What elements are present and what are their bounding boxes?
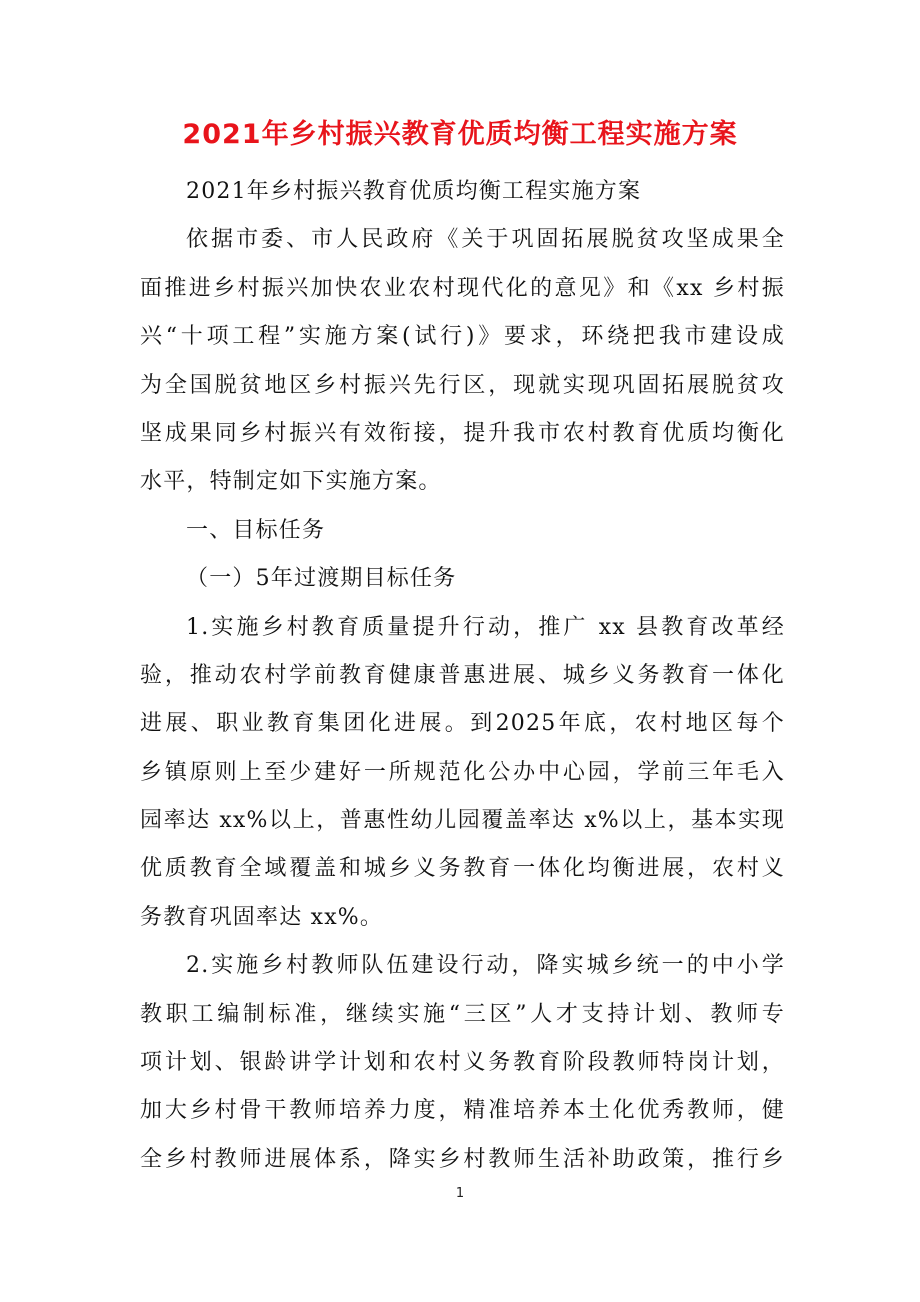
paragraph-line: 兴“十项工程”实施方案(试行)》要求，环绕把我市建设成 <box>140 324 785 350</box>
document-body <box>140 168 785 1184</box>
paragraph-line: 1.实施乡村教育质量提升行动，推广 xx 县教育改革经 <box>186 614 785 640</box>
subsection-heading: （一）5年过渡期目标任务 <box>186 566 457 592</box>
section-heading: 一、目标任务 <box>186 517 326 543</box>
paragraph-line: 2.实施乡村教师队伍建设行动，降实城乡统一的中小学 <box>186 953 785 979</box>
paragraph-line: 全乡村教师进展体系，降实乡村教师生活补助政策，推行乡 <box>140 1146 785 1172</box>
paragraph-line: 乡镇原则上至少建好一所规范化公办中心园，学前三年毛入 <box>140 759 785 785</box>
document-title: 2021年乡村振兴教育优质均衡工程实施方案 <box>182 119 738 150</box>
paragraph-line: 依据市委、市人民政府《关于巩固拓展脱贫攻坚成果全 <box>186 227 785 253</box>
paragraph-line: 验，推动农村学前教育健康普惠进展、城乡义务教育一体化 <box>140 662 785 688</box>
paragraph-line: 为全国脱贫地区乡村振兴先行区，现就实现巩固拓展脱贫攻 <box>140 372 785 398</box>
paragraph-line: 进展、职业教育集团化进展。到2025年底，农村地区每个 <box>140 711 785 737</box>
paragraph-line: 务教育巩固率达 xx%。 <box>140 904 384 930</box>
page-number: 1 <box>455 1186 465 1201</box>
paragraph-line: 项计划、银龄讲学计划和农村义务教育阶段教师特岗计划， <box>140 1050 785 1076</box>
paragraph-line: 水平，特制定如下实施方案。 <box>140 469 442 495</box>
paragraph-line: 优质教育全域覆盖和城乡义务教育一体化均衡进展，农村义 <box>140 856 785 882</box>
paragraph-line: 坚成果同乡村振兴有效衔接，提升我市农村教育优质均衡化 <box>140 420 785 446</box>
paragraph-line: 加大乡村骨干教师培养力度，精准培养本土化优秀教师，健 <box>140 1098 785 1124</box>
paragraph-line: 面推进乡村振兴加快农业农村现代化的意见》和《xx 乡村振 <box>140 275 785 301</box>
paragraph-line: 教职工编制标准，继续实施“三区”人才支持计划、教师专 <box>140 1001 785 1027</box>
subtitle-line: 2021年乡村振兴教育优质均衡工程实施方案 <box>186 179 642 204</box>
paragraph-line: 园率达 xx%以上，普惠性幼儿园覆盖率达 x%以上，基本实现 <box>140 808 785 834</box>
